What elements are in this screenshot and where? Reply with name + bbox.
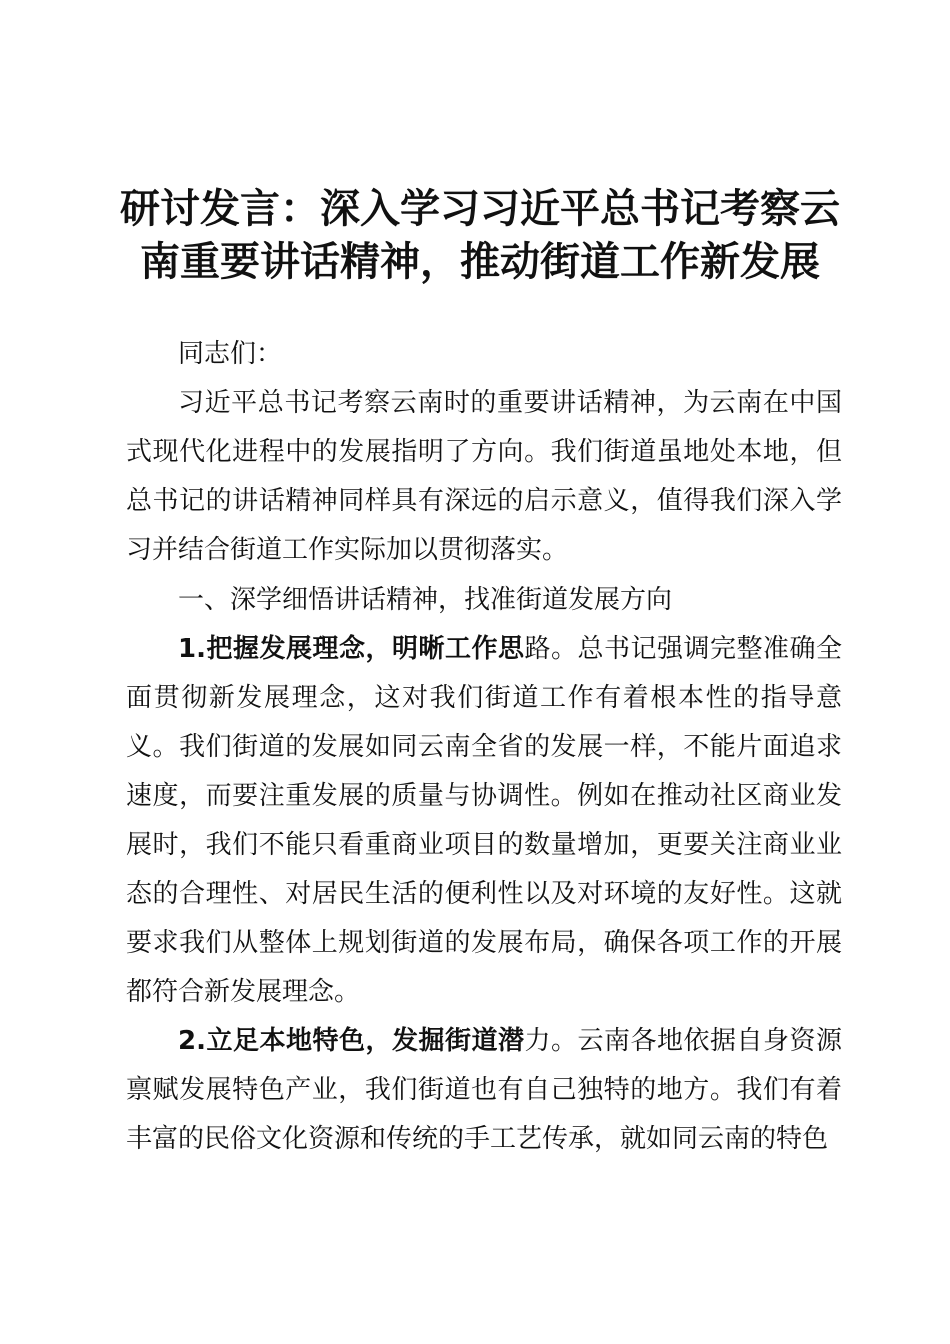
item-1-text: 路。总书记强调完整准确全面贯彻新发展理念，这对我们街道工作有着根本性的指导意义。我们街道的发展如同云南全省的发展一样，不能片面追求速度，而要注重发展的质量与协调性。例如在推动社区商业发展时，我们不能只看重商业项目的数量增加，更要关注商业业态的合理性、对居民生活的便利性以及对环境的友好性。这就要求我们从整体上规划街道的发展布局，确保各项工作的开展都符合新发展理念。: [126, 634, 842, 1007]
item-2-text: 力。云南各地依据自身资源禀赋发展特色产业，我们街道也有自己独特的地方。我们有着丰富的民俗文化资源和传统的手工艺传承，就如同云南的特色: [126, 1026, 842, 1154]
section-1-heading: 一、深学细悟讲话精神，找准街道发展方向: [178, 585, 673, 615]
item-1-paragraph: [126, 625, 842, 1017]
item-2-paragraph: [126, 1017, 842, 1164]
intro-paragraph: 习近平总书记考察云南时的重要讲话精神，为云南在中国式现代化进程中的发展指明了方向。我们街道虽地处本地，但总书记的讲话精神同样具有深远的启示意义，值得我们深入学习并结合街道工作实际加以贯彻落实。: [126, 388, 842, 565]
document-title: 研讨发言：深入学习习近平总书记考察云南重要讲话精神，推动街道工作新发展: [120, 185, 840, 285]
salutation: 同志们：: [178, 339, 283, 369]
item-1-lead: 1.把握发展理念，明晰工作思: [178, 634, 525, 664]
document-body: [126, 330, 842, 1164]
item-2-lead: 2.立足本地特色，发掘街道潜: [178, 1026, 525, 1056]
